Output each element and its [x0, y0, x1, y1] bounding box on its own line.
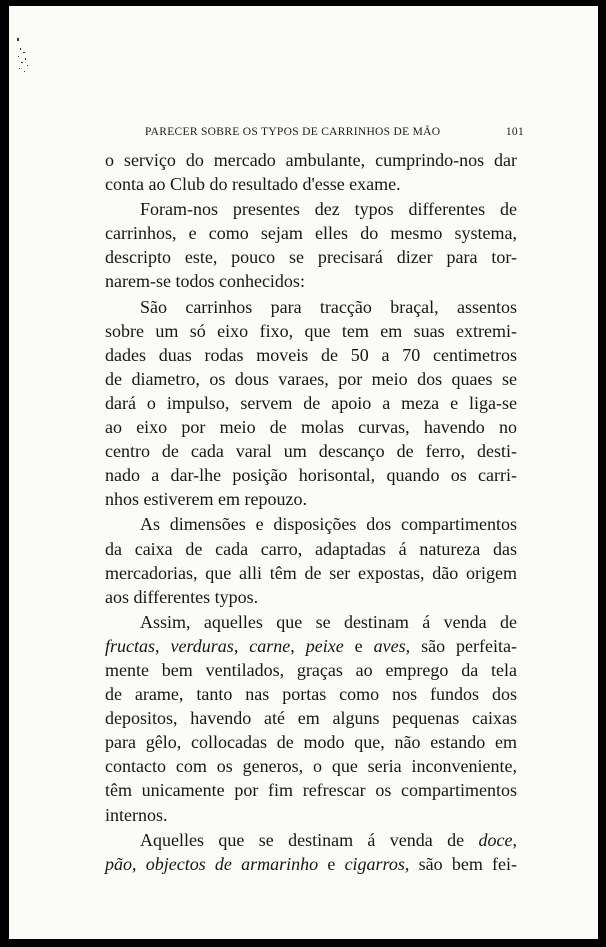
text-line: narem-se todos conhecidos: [105, 271, 305, 292]
text-line: aos differentes typos. [105, 586, 259, 607]
text-line: carrinhos, e como sejam elles do mesmo systema, [105, 223, 517, 244]
ink-specks-decoration [15, 38, 37, 82]
text-line: da caixa de cada carro, adaptadas á natureza das [105, 538, 517, 559]
paragraph-2 [105, 197, 517, 293]
italic-term: cigarros [344, 853, 405, 874]
text-line: sobre um só eixo fixo, que tem em suas extremi- [105, 320, 517, 341]
text-line: internos. [105, 804, 168, 825]
italic-term: aves [373, 635, 406, 656]
text-line: de arame, tanto nas portas como nos fundos dos [105, 684, 517, 705]
text-line: mercadorias, que alli têm de ser expostas, dão origem [105, 562, 517, 583]
body-text [105, 148, 517, 876]
text-line: para gêlo, collocadas de modo que, não estando em [105, 732, 517, 753]
text-line: depositos, havendo até em alguns pequenas caixas [105, 708, 517, 729]
italic-term: verduras [170, 635, 234, 656]
running-header [145, 126, 524, 138]
text-line: centro de cada varal um descanço de ferro, desti- [105, 441, 517, 462]
text-line: nhos estiverem em repouzo. [105, 489, 307, 510]
text-line: contacto com os generos, o que seria inconveniente, [105, 756, 517, 777]
italic-term: fructas [105, 635, 156, 656]
italic-term: objectos de armarinho [145, 853, 319, 874]
text-line: Assim, aquelles que se destinam á venda de [140, 611, 517, 632]
text-line: descripto este, pouco se precisará dizer para tor- [105, 247, 517, 268]
text-line: fructas, verduras, carne, peixe e aves, são perfeita- [105, 635, 518, 656]
italic-term: carne [249, 635, 291, 656]
text-line: Aquelles que se destinam á venda de doce, [140, 829, 517, 850]
text-line: ao eixo por meio de molas curvas, havendo no [105, 417, 517, 438]
book-page [9, 6, 598, 939]
text-line: o serviço do mercado ambulante, cumprindo-nos dar [105, 150, 517, 170]
paragraph-3 [105, 295, 517, 512]
text-line: de diametro, os dous varaes, por meio dos quaes se [105, 368, 517, 389]
text-line: conta ao Club do resultado d'esse exame. [105, 174, 401, 195]
italic-term: peixe [305, 635, 344, 656]
text-line: Foram-nos presentes dez typos differentes de [140, 199, 517, 220]
text-line: têm unicamente por fim refrescar os compartimentos [105, 780, 517, 801]
text-line: dades duas rodas moveis de 50 a 70 centimetros [105, 344, 517, 365]
page-number: 101 [505, 126, 524, 138]
paragraph-4 [105, 512, 517, 608]
text-line: dará o impulso, servem de apoio a meza e liga-se [105, 392, 517, 413]
text-line: São carrinhos para tracção braçal, assentos [140, 296, 517, 317]
text-line: nado a dar-lhe posição horisontal, quando os carri- [105, 465, 517, 486]
paragraph-1 [105, 148, 517, 196]
text-line: pão, objectos de armarinho e cigarros, são bem fei- [105, 853, 518, 874]
paragraph-5 [105, 610, 517, 827]
text-line: As dimensões e disposições dos compartimentos [140, 514, 517, 535]
italic-term: doce [478, 829, 513, 850]
text-line: mente bem ventilados, graças ao emprego da tela [105, 659, 517, 680]
running-header-title: PARECER SOBRE OS TYPOS DE CARRINHOS DE MÃO [145, 126, 441, 138]
italic-term: pão [105, 853, 132, 874]
paragraph-6 [105, 828, 517, 876]
